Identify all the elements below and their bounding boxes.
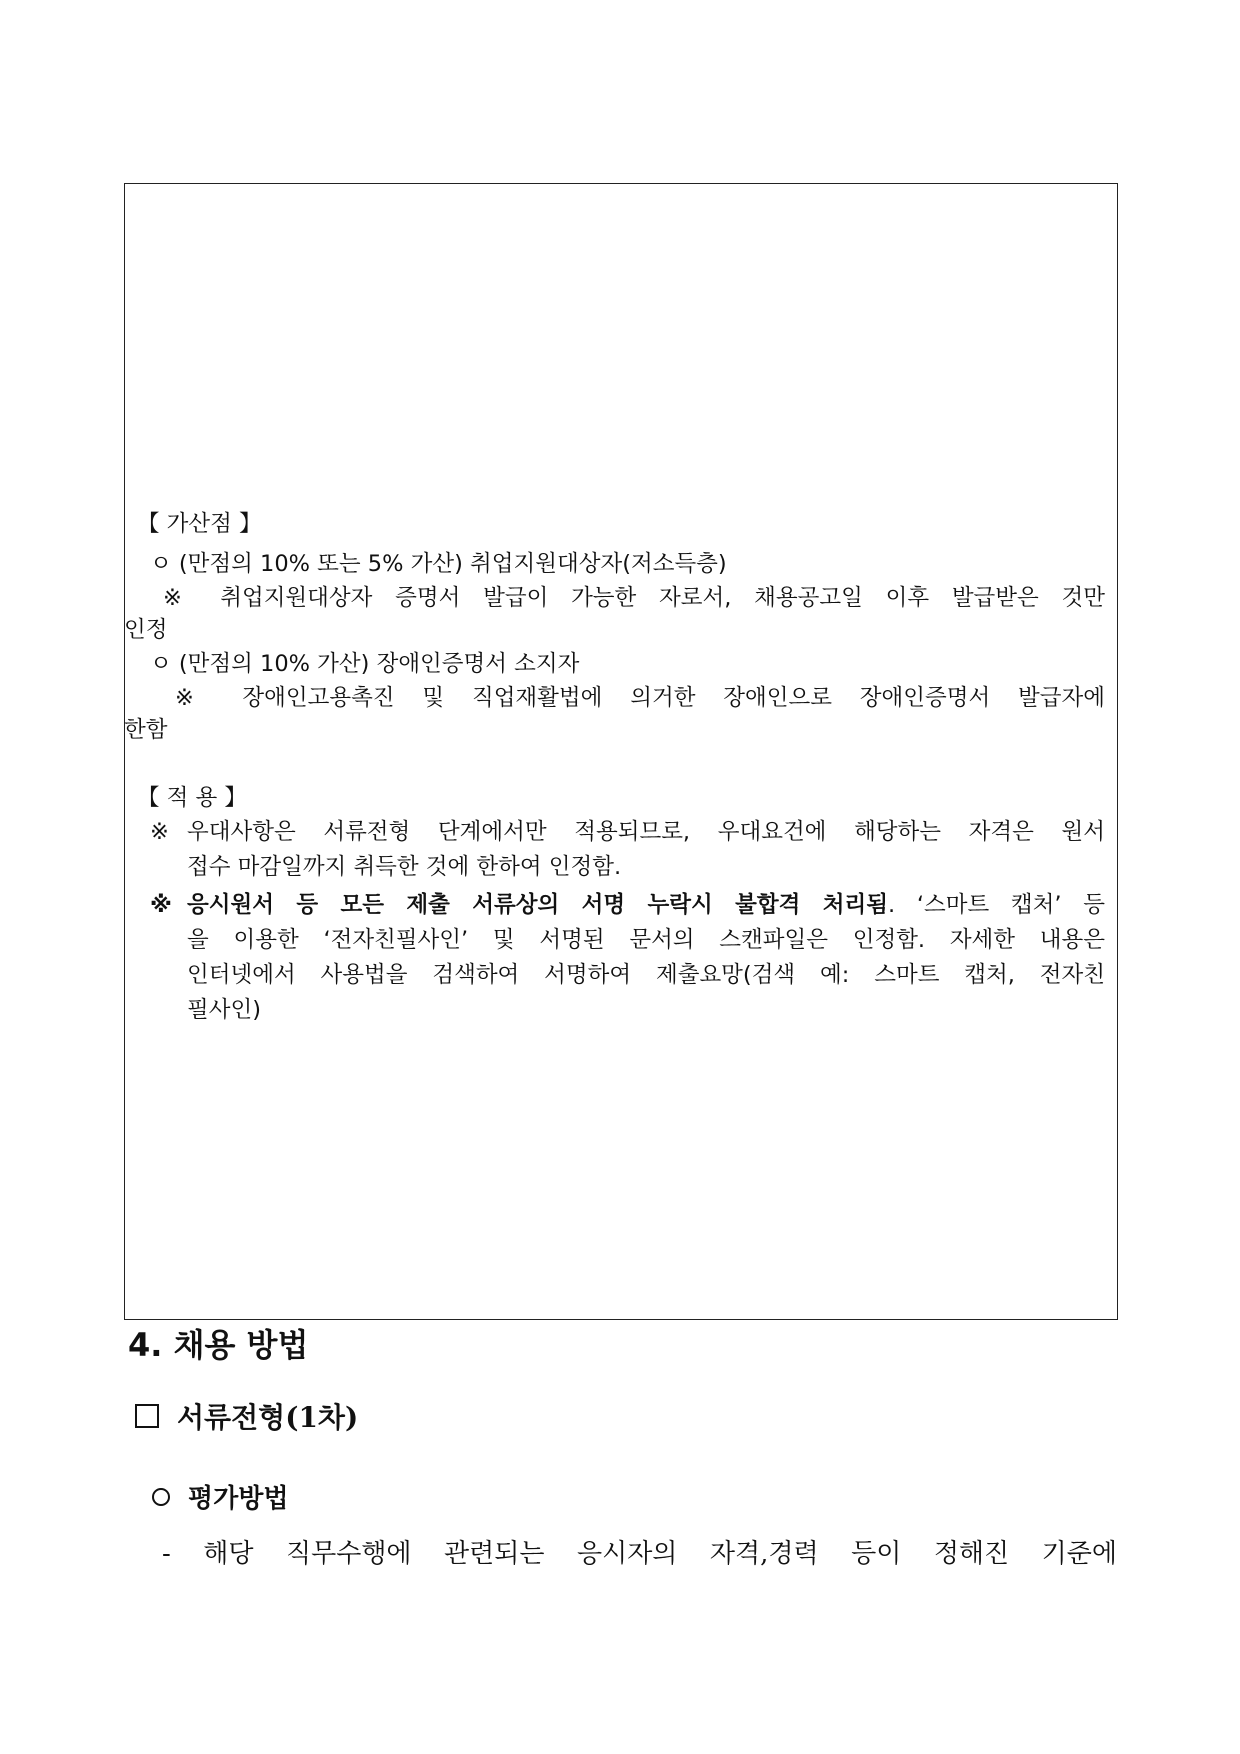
circle-bullet-icon (152, 1488, 170, 1506)
apply-note-1-line-1: 우대사항은 서류전형 단계에서만 적용되므로, 우대요건에 해당하는 자격은 원서 (187, 819, 1105, 845)
bonus-note-1-line-1: ※ 취업지원대상자 증명서 발급이 가능한 자로서, 채용공고일 이후 발급받은 것만 (163, 585, 1105, 611)
apply-note-2-line-1 (187, 890, 1105, 920)
bonus-item-2: ㅇ (만점의 10% 가산) 장애인증명서 소지자 (150, 651, 580, 677)
section-title: 4. 채용 방법 (128, 1326, 309, 1364)
bonus-note-1-line-2: 인정 (124, 617, 168, 643)
checkbox-square-icon (135, 1404, 159, 1428)
apply-note-2-line-1-rest: . ‘스마트 캡처’ 등 (887, 892, 1105, 918)
apply-note-2-mark: ※ (150, 892, 172, 918)
apply-note-2-line-3: 인터넷에서 사용법을 검색하여 서명하여 제출요망(검색 예: 스마트 캡처, 전자친 (187, 962, 1105, 988)
apply-note-2-line-4: 필사인) (187, 997, 261, 1023)
subsection-title (135, 1396, 358, 1436)
item-title (152, 1478, 288, 1515)
item-title-label: 평가방법 (188, 1484, 289, 1514)
apply-note-2-bold: 응시원서 등 모든 제출 서류상의 서명 누락시 불합격 처리됨 (187, 892, 888, 918)
bonus-heading: 【 가산점 】 (137, 511, 262, 537)
bonus-item-1: ㅇ (만점의 10% 또는 5% 가산) 취업지원대상자(저소득층) (150, 551, 727, 577)
subsection-label: 서류전형(1차) (177, 1401, 359, 1434)
item-description: - 해당 직무수행에 관련되는 응시자의 자격,경력 등이 정해진 기준에 (162, 1539, 1117, 1569)
bonus-note-2-line-2: 한함 (124, 717, 168, 743)
apply-note-2-line-2: 을 이용한 ‘전자친필사인’ 및 서명된 문서의 스캔파일은 인정함. 자세한 내용은 (187, 927, 1105, 953)
bonus-note-2-line-1: ※ 장애인고용촉진 및 직업재활법에 의거한 장애인으로 장애인증명서 발급자에 (175, 685, 1105, 711)
apply-heading: 【 적 용 】 (137, 785, 247, 811)
apply-note-1-line-2: 접수 마감일까지 취득한 것에 한하여 인정함. (187, 854, 622, 880)
notice-box (124, 183, 1118, 1320)
apply-note-1-mark: ※ (150, 819, 169, 845)
